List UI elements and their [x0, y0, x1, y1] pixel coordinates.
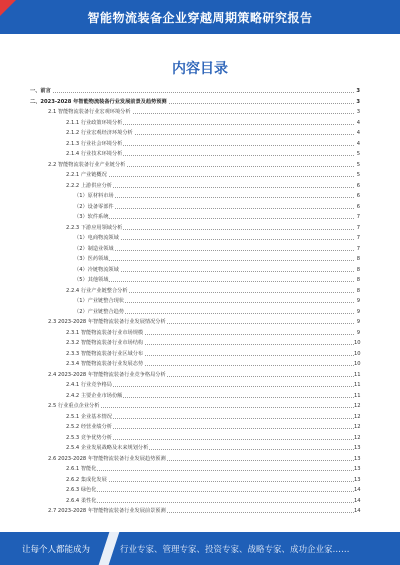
toc-entry-page: 11 — [354, 392, 361, 399]
toc-entry[interactable] — [30, 212, 360, 223]
toc-entry-page: 5 — [356, 151, 360, 157]
toc-entry[interactable] — [30, 296, 360, 307]
toc-entry-page: 3 — [356, 98, 360, 105]
toc-entry[interactable] — [30, 97, 360, 108]
toc-entry-page: 9 — [356, 308, 360, 315]
toc-entry-text: 2.6 2023-2028 年智能物流装备行业发展趋势预测 — [48, 454, 167, 465]
toc-entry-text: 2.2 智能物流装备行业产业链分析 — [48, 160, 126, 171]
toc-entry-text: 2.3.3 智能物流装备行业区域分布 — [66, 349, 144, 360]
toc-entry-text: （3）软件系统 — [74, 212, 109, 223]
toc-entry[interactable] — [30, 86, 360, 97]
toc-entry[interactable] — [30, 391, 360, 402]
toc-entry-text: 2.1.3 行业社会环境分析 — [66, 139, 123, 150]
toc-entry-text: 2.1.4 行业技术环境分析 — [66, 149, 123, 160]
toc-entry[interactable] — [30, 433, 360, 444]
toc-entry-page: 14 — [354, 508, 361, 514]
toc-entry-page: 5 — [356, 161, 360, 168]
toc-entry-text: （2）设备零部件 — [74, 202, 115, 213]
toc-leader-dots — [66, 176, 354, 177]
footer-slogan: 让每个人都能成为 — [22, 545, 91, 555]
toc-entry-page: 8 — [356, 287, 360, 294]
toc-entry[interactable] — [30, 160, 360, 171]
footer-tagline: 行业专家、管理专家、投资专家、战略专家、成功企业家…… — [120, 545, 350, 555]
toc-entry-text: （4）冷链物流领域 — [74, 265, 120, 276]
toc-entry-page: 9 — [356, 329, 360, 336]
toc-entry[interactable] — [30, 475, 360, 486]
toc-entry[interactable] — [30, 191, 360, 202]
toc-entry-text: 2.6.2 集成化发展 — [66, 475, 108, 486]
toc-leader-dots — [74, 260, 354, 261]
toc-leader-dots — [66, 481, 354, 482]
toc-entry[interactable] — [30, 233, 360, 244]
toc-entry-page: 3 — [356, 109, 360, 115]
toc-entry-text: 2.6.1 智能化 — [66, 464, 97, 475]
toc-entry-page: 12 — [354, 424, 361, 430]
header-bar — [0, 0, 400, 34]
toc-entry-text: （2）产业链整合趋势 — [74, 307, 125, 318]
toc-entry-page: 6 — [356, 182, 360, 189]
toc-leader-dots — [30, 92, 354, 93]
toc-entry-text: 2.3.4 智能物流装备行业发展态势 — [66, 359, 144, 370]
toc-entry-text: 2.5.1 企业基本情况 — [66, 412, 113, 423]
toc-leader-dots — [74, 208, 354, 209]
toc-entry-page: 12 — [354, 434, 361, 441]
toc-entry-page: 4 — [356, 140, 360, 147]
toc-leader-dots — [74, 250, 354, 251]
toc-entry-page: 13 — [354, 445, 361, 451]
toc-entry-text: 2.5.3 竞争优势分析 — [66, 433, 113, 444]
toc-entry-text: 2.1 智能物流装备行业宏观环境分析 — [48, 107, 132, 118]
toc-entry[interactable] — [30, 412, 360, 423]
toc-entry-page: 13 — [354, 466, 361, 472]
table-of-contents — [30, 86, 360, 517]
toc-entry[interactable] — [30, 443, 360, 454]
toc-entry-page: 10 — [354, 361, 361, 367]
toc-entry-text: （1）电商物流领域 — [74, 233, 120, 244]
toc-entry-text: 2.2.2 上游供应分析 — [66, 181, 113, 192]
toc-entry-page: 3 — [356, 88, 360, 94]
toc-entry[interactable] — [30, 349, 360, 360]
toc-entry-text: （5）其他领域 — [74, 275, 109, 286]
toc-entry[interactable] — [30, 286, 360, 297]
toc-entry-text: （1）原材料市场 — [74, 191, 115, 202]
toc-entry[interactable] — [30, 275, 360, 286]
toc-leader-dots — [66, 491, 354, 492]
toc-entry[interactable] — [30, 202, 360, 213]
toc-entry-page: 8 — [356, 256, 360, 262]
toc-entry-page: 7 — [356, 245, 360, 252]
toc-entry-text: 2.1.2 行业宏观经济环境分析 — [66, 128, 134, 139]
toc-entry[interactable] — [30, 107, 360, 118]
toc-entry-text: 2.3.2 智能物流装备行业市场结构 — [66, 338, 144, 349]
toc-entry-text: 2.2.3 下游应用领域分析 — [66, 223, 123, 234]
toc-leader-dots — [66, 470, 354, 471]
toc-entry-page: 6 — [356, 203, 360, 210]
toc-entry-text: 2.6.4 柔性化 — [66, 496, 97, 507]
toc-leader-dots — [74, 197, 354, 198]
toc-entry-text: （2）制造业领域 — [74, 244, 115, 255]
toc-entry[interactable] — [30, 307, 360, 318]
toc-entry[interactable] — [30, 128, 360, 139]
toc-entry[interactable] — [30, 118, 360, 129]
toc-entry-page: 5 — [356, 172, 360, 178]
toc-entry-text: （1）产业链整合现状 — [74, 296, 125, 307]
toc-entry-page: 14 — [354, 487, 361, 493]
toc-leader-dots — [74, 218, 354, 219]
toc-entry[interactable] — [30, 464, 360, 475]
footer-divider — [99, 532, 120, 565]
toc-entry-page: 12 — [354, 403, 361, 409]
toc-entry-text: 2.6.3 绿色化 — [66, 485, 97, 496]
report-title: 智能物流装备企业穿越周期策略研究报告 — [87, 11, 313, 25]
toc-entry-text: 2.2.4 行业产业链整合分析 — [66, 286, 129, 297]
toc-entry[interactable] — [30, 485, 360, 496]
toc-entry[interactable] — [30, 244, 360, 255]
toc-entry-page: 13 — [354, 476, 361, 483]
toc-leader-dots — [66, 502, 354, 503]
toc-entry-page: 7 — [356, 214, 360, 220]
toc-entry-text: 2.5 行业重点企业分析 — [48, 401, 100, 412]
toc-entry-text: 2.1.1 行业政策环境分析 — [66, 118, 123, 129]
toc-entry[interactable] — [30, 170, 360, 181]
toc-entry[interactable] — [30, 265, 360, 276]
toc-entry-text: 2.4.2 主要企业市场份额 — [66, 391, 123, 402]
toc-entry-page: 9 — [356, 319, 360, 325]
toc-entry[interactable] — [30, 496, 360, 507]
toc-entry-page: 4 — [356, 119, 360, 126]
toc-entry[interactable] — [30, 454, 360, 465]
toc-entry[interactable] — [30, 338, 360, 349]
toc-entry[interactable] — [30, 370, 360, 381]
toc-entry-text: 2.3.1 智能物流装备行业市场规模 — [66, 328, 144, 339]
toc-entry-page: 10 — [354, 350, 361, 357]
toc-entry[interactable] — [30, 422, 360, 433]
toc-entry[interactable] — [30, 506, 360, 517]
toc-entry-page: 4 — [356, 130, 360, 136]
toc-entry-page: 13 — [354, 455, 361, 462]
footer-bar — [0, 532, 400, 565]
toc-leader-dots — [74, 281, 354, 282]
toc-entry[interactable] — [30, 149, 360, 160]
toc-entry[interactable] — [30, 401, 360, 412]
toc-entry-text: 2.3 2023-2028 年智能物流装备行业发展情况分析 — [48, 317, 167, 328]
toc-entry-page: 8 — [356, 266, 360, 273]
toc-entry[interactable] — [30, 328, 360, 339]
toc-entry-text: 2.4 2023-2028 年智能物流装备行业竞争格局分析 — [48, 370, 167, 381]
toc-entry-page: 6 — [356, 193, 360, 199]
toc-entry-text: 2.5.2 经营业绩分析 — [66, 422, 113, 433]
toc-entry-text: 2.2.1 产业链概况 — [66, 170, 108, 181]
toc-entry-text: 一、前言 — [30, 86, 52, 97]
toc-entry-page: 8 — [356, 277, 360, 283]
toc-entry[interactable] — [30, 181, 360, 192]
toc-entry-page: 12 — [354, 413, 361, 420]
toc-entry[interactable] — [30, 380, 360, 391]
toc-entry-page: 7 — [356, 235, 360, 241]
toc-entry-text: （3）医药领域 — [74, 254, 109, 265]
toc-entry-page: 9 — [356, 298, 360, 304]
toc-entry[interactable] — [30, 254, 360, 265]
toc-entry[interactable] — [30, 139, 360, 150]
toc-entry-page: 11 — [354, 382, 361, 388]
toc-entry-text: 2.5.4 企业发展战略及未来规划分析 — [66, 443, 149, 454]
toc-entry[interactable] — [30, 223, 360, 234]
toc-entry[interactable] — [30, 359, 360, 370]
toc-entry-page: 11 — [354, 371, 361, 378]
toc-entry-page: 10 — [354, 340, 361, 346]
toc-title: 内容目录 — [172, 61, 228, 77]
toc-entry-text: 二、2023-2028 年智能物流装备行业发展前景及趋势预测 — [30, 97, 168, 108]
toc-entry-text: 2.4.1 行业竞争格局 — [66, 380, 113, 391]
toc-entry-page: 14 — [354, 497, 361, 504]
toc-entry-page: 7 — [356, 224, 360, 231]
toc-entry-text: 2.7 2023-2028 年智能物流装备行业发展前景预测 — [48, 506, 167, 517]
toc-entry[interactable] — [30, 317, 360, 328]
